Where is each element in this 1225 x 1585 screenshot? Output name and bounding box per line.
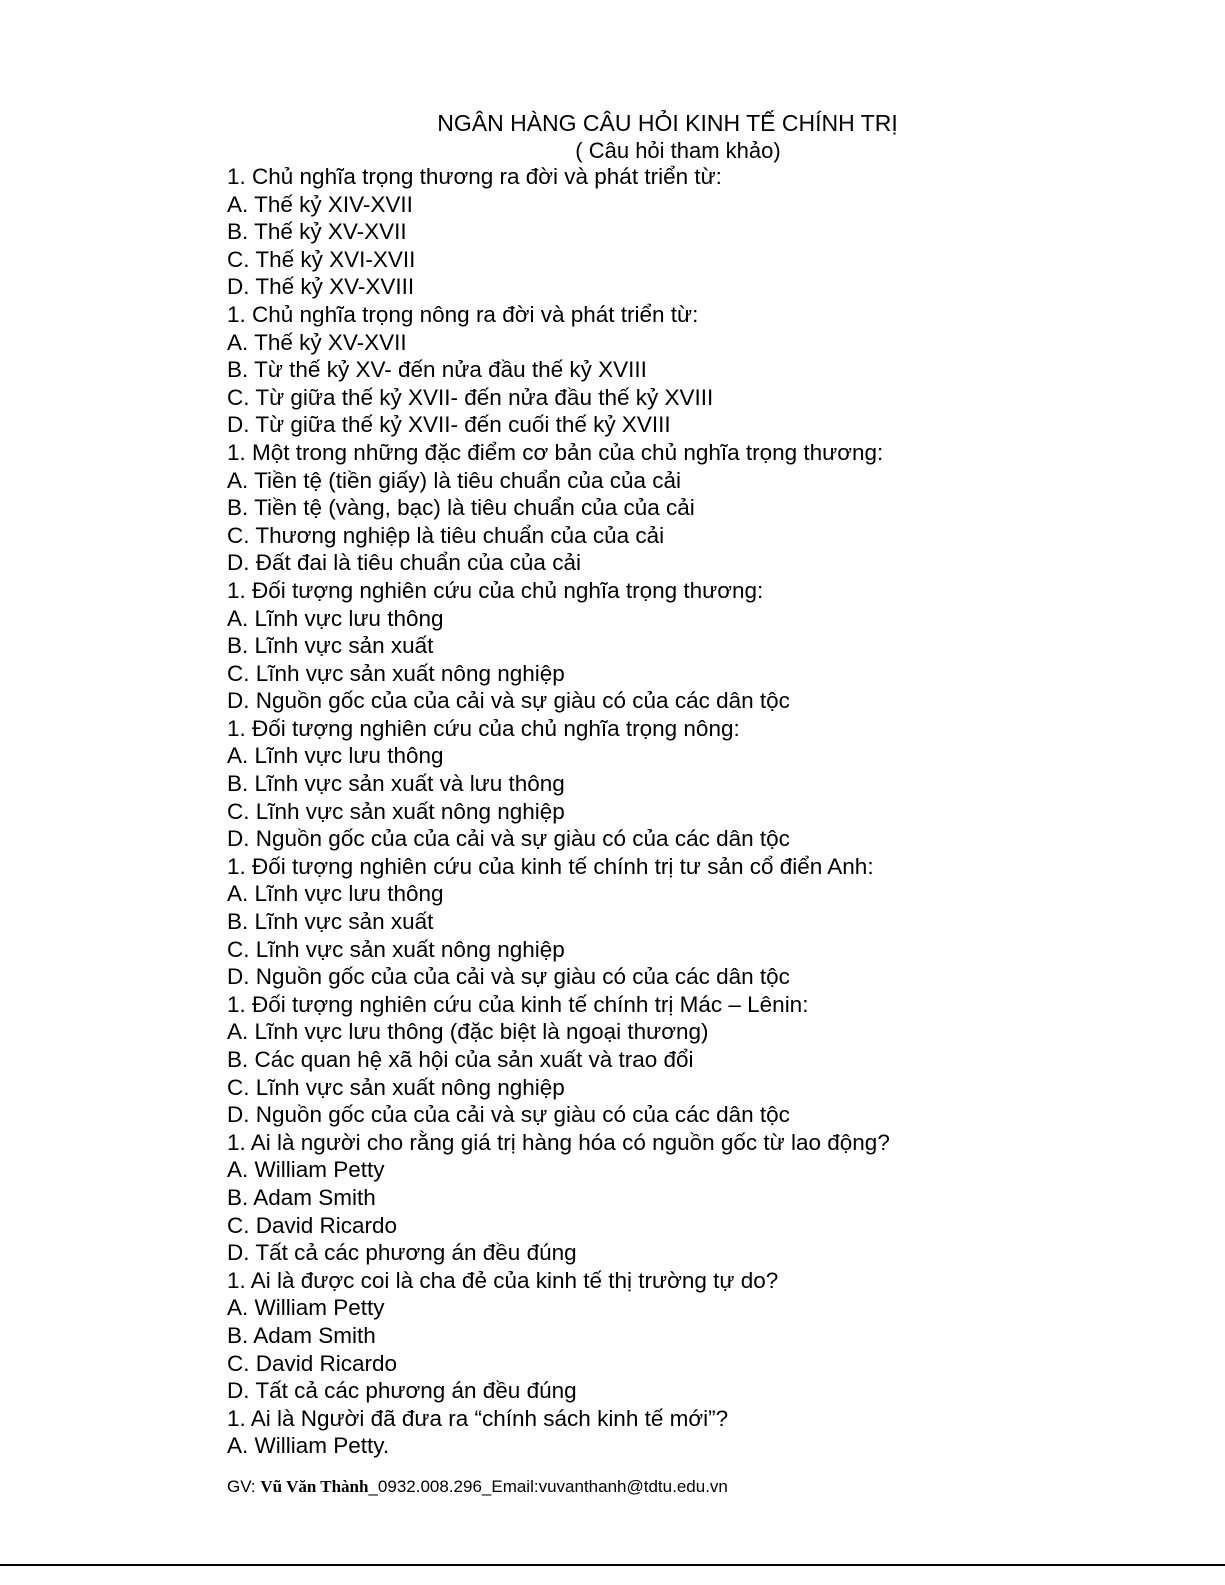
question-list — [227, 163, 1187, 1460]
answer-option: B. Adam Smith — [227, 1184, 376, 1210]
answer-option: D. Nguồn gốc của của cải và sự giàu có của các dân tộc — [227, 1102, 790, 1128]
answer-option: D. Nguồn gốc của của cải và sự giàu có của các dân tộc — [227, 826, 790, 852]
answer-option: B. Lĩnh vực sản xuất và lưu thông — [227, 771, 565, 797]
answer-option: D. Nguồn gốc của của cải và sự giàu có của các dân tộc — [227, 964, 790, 990]
footer-teacher-name: Vũ Văn Thành — [260, 1477, 369, 1496]
answer-option: B. Adam Smith — [227, 1322, 376, 1348]
answer-option: A. Lĩnh vực lưu thông — [227, 743, 444, 769]
question-line: 1. Đối tượng nghiên cứu của chủ nghĩa trọng nông: — [227, 715, 740, 741]
question-line: 1. Chủ nghĩa trọng thương ra đời và phát triển từ: — [227, 164, 722, 189]
answer-option: C. Thế kỷ XVI-XVII — [227, 246, 416, 272]
answer-option: C. Lĩnh vực sản xuất nông nghiệp — [227, 660, 565, 686]
document-subtitle: ( Câu hỏi tham khảo) — [575, 138, 781, 163]
question-line: 1. Ai là người cho rằng giá trị hàng hóa có nguồn gốc từ lao động? — [227, 1129, 890, 1155]
answer-option: D. Đất đai là tiêu chuẩn của của cải — [227, 550, 581, 576]
answer-option: B. Tiền tệ (vàng, bạc) là tiêu chuẩn của của cải — [227, 495, 695, 521]
answer-option: A. Thế kỷ XIV-XVII — [227, 191, 413, 217]
answer-option: A. Lĩnh vực lưu thông (đặc biệt là ngoại thương) — [227, 1019, 709, 1045]
answer-option: A. William Petty — [227, 1157, 385, 1183]
answer-option: C. Lĩnh vực sản xuất nông nghiệp — [227, 1074, 565, 1100]
question-line: 1. Đối tượng nghiên cứu của chủ nghĩa trọng thương: — [227, 577, 764, 603]
answer-option: A. William Petty — [227, 1295, 385, 1321]
document-title: NGÂN HÀNG CÂU HỎI KINH TẾ CHÍNH TRỊ — [437, 110, 898, 136]
answer-option: C. Lĩnh vực sản xuất nông nghiệp — [227, 936, 565, 962]
footer-contact: _0932.008.296_Email:vuvanthanh@tdtu.edu.vn — [368, 1477, 728, 1496]
answer-option: D. Thế kỷ XV-XVIII — [227, 274, 415, 300]
page-bottom-rule — [0, 1564, 1225, 1566]
answer-option: B. Từ thế kỷ XV- đến nửa đầu thế kỷ XVIII — [227, 357, 647, 383]
question-line: 1. Ai là Người đã đưa ra “chính sách kinh tế mới”? — [227, 1405, 729, 1431]
answer-option: B. Thế kỷ XV-XVII — [227, 219, 407, 245]
answer-option: B. Lĩnh vực sản xuất — [227, 909, 434, 935]
answer-option: D. Nguồn gốc của của cải và sự giàu có của các dân tộc — [227, 688, 790, 714]
answer-option: A. William Petty. — [227, 1433, 390, 1459]
footer — [227, 1476, 728, 1498]
answer-option: C. David Ricardo — [227, 1212, 398, 1238]
answer-option: C. Từ giữa thế kỷ XVII- đến nửa đầu thế kỷ XVIII — [227, 384, 714, 410]
answer-option: A. Lĩnh vực lưu thông — [227, 605, 444, 631]
question-line: 1. Đối tượng nghiên cứu của kinh tế chính trị tư sản cổ điển Anh: — [227, 853, 874, 879]
question-line: 1. Đối tượng nghiên cứu của kinh tế chính trị Mác – Lênin: — [227, 991, 809, 1017]
answer-option: C. Lĩnh vực sản xuất nông nghiệp — [227, 798, 565, 824]
answer-option: C. David Ricardo — [227, 1350, 398, 1376]
question-line: 1. Một trong những đặc điểm cơ bản của chủ nghĩa trọng thương: — [227, 439, 884, 465]
answer-option: B. Lĩnh vực sản xuất — [227, 633, 434, 659]
answer-option: A. Thế kỷ XV-XVII — [227, 329, 407, 355]
question-line: 1. Ai là được coi là cha đẻ của kinh tế thị trường tự do? — [227, 1267, 779, 1293]
answer-option: D. Tất cả các phương án đều đúng — [227, 1240, 577, 1266]
answer-option: A. Tiền tệ (tiền giấy) là tiêu chuẩn của của cải — [227, 467, 682, 493]
answer-option: D. Tất cả các phương án đều đúng — [227, 1378, 577, 1404]
answer-option: B. Các quan hệ xã hội của sản xuất và trao đổi — [227, 1047, 694, 1072]
answer-option: D. Từ giữa thế kỷ XVII- đến cuối thế kỷ XVIII — [227, 412, 671, 438]
question-line: 1. Chủ nghĩa trọng nông ra đời và phát triển từ: — [227, 301, 699, 327]
footer-prefix: GV: — [227, 1477, 261, 1496]
answer-option: A. Lĩnh vực lưu thông — [227, 881, 444, 907]
answer-option: C. Thương nghiệp là tiêu chuẩn của của cải — [227, 522, 665, 548]
